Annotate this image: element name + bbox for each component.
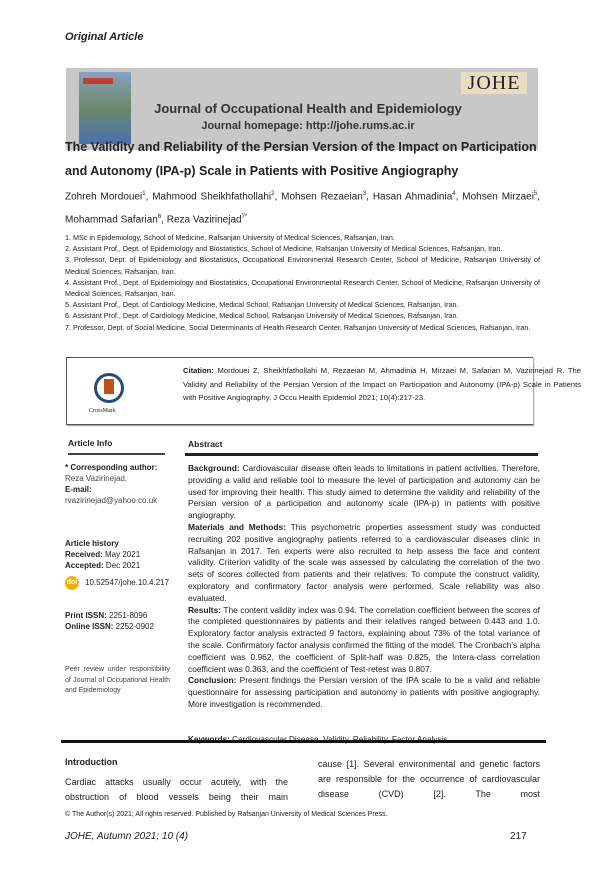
methods-text: This psychometric properties assessment study was conducted recruiting 202 positive angiography patients referred to a cardiovascular diseases clinic in Rafsanjan in 2017. Ten experts were also recruited to help assess the face and content validity. Criterion validity of the scale was assessed by calculating the correlation of the two sets of scores collected from patients and their relatives. To compute the construct validity, exploratory and confirmatory factor analysis were performed. Scale reliability was also evaluated. [188, 521, 540, 603]
background-label: Background: [188, 463, 240, 473]
online-issn: 2252-0902 [113, 622, 154, 631]
article-type-label: Original Article [65, 31, 144, 43]
author: Mohammad Safarian [65, 214, 158, 226]
results-label: Results: [188, 604, 222, 615]
background-text: Cardiovascular disease often leads to limitations in patient activities. Therefore, providing a valid and reliable tool to measure the level of participation and autonomy can be used for improving their health. This study aimed to determine the validity and reliability of the Persian version of a participation and autonomy scale (IPA-p) in patients with positive angiography. [188, 463, 540, 521]
author: Hasan Ahmadinia [372, 191, 453, 203]
affiliation: 7. Professor, Dept. of Social Medicine, Social Determinants of Health Research Center, Rafsanjan University of Medical Sciences, Rafsanjan, Iran. [65, 322, 531, 332]
journal-cover-image [79, 72, 131, 144]
conclusion-text: Present findings the Persian version of the IPA scale to be a valid and reliable questionnaire for assessing participation and autonomy in patients with positive angiography. More investigation is recommended. [188, 675, 540, 709]
author-sup: 4 [452, 191, 456, 197]
citation-box [66, 357, 581, 425]
author: Mohsen Rezaeian [281, 191, 363, 203]
author: Mohsen Mirzaei [462, 191, 534, 203]
affiliation: 5. Assistant Prof., Dept. of Cardiology Medicine, Medical School, Rafsanjan University of Medical Sciences, Rafsanjan, Iran. [65, 300, 459, 310]
journal-issue: JOHE, Autumn 2021; 10 (4) [65, 831, 189, 842]
citation-body: Mordouei Z, Sheikhfathollahi M, Rezaeian M, Ahmadinia H, Mirzaei M, Safarian M, Vazirinejad R. The Validity and Reliability of the Persian Version of the Impact on Participation and Autonomy (IPA-p) Scale in Patients with Positive Angiography. J Occu Health Epidemiol 2021; 10(4):217-23. [183, 366, 581, 402]
journal-name: Journal of Occupational Health and Epidemiology [154, 101, 462, 116]
print-issn: 2251-8096 [106, 611, 148, 620]
affiliation: 2. Assistant Prof., Dept. of Epidemiology and Biostatistics, School of Medicine, Rafsanjan University of Medical Sciences, Rafsanjan, Iran. [65, 244, 503, 254]
email-label: E-mail: [65, 485, 92, 494]
citation-text [183, 364, 581, 405]
copyright: © The Author(s) 2021; All rights reserved. Published by Rafsanjan University of Medical Sciences Press. [65, 811, 388, 818]
email-link[interactable]: rvazirinejad@yahoo.co.uk [65, 496, 158, 505]
peer-review-note: Peer review under responsibility of Journal of Occupational Health and Epidemiology [65, 666, 170, 695]
johe-logo: JOHE [461, 72, 527, 94]
accepted-date: Dec 2021 [103, 561, 141, 570]
corr-label: * Corresponding author: [65, 463, 158, 472]
author-sup: 2 [271, 191, 275, 197]
article-title: The Validity and Reliability of the Persian Version of the Impact on Participation and Autonomy (IPA-p) Scale in Patients with Positive Angiography [65, 140, 537, 178]
corr-name: Reza Vazirinejad, [65, 474, 128, 483]
affiliation: 1. MSc in Epidemiology, School of Medicine, Rafsanjan University of Medical Sciences, Rafsanjan, Iran. [65, 233, 395, 242]
author: Zohreh Mordouei [65, 191, 143, 203]
affiliation: 4. Assistant Prof., Dept. of Epidemiology and Biostatistics, Occupational Environmental Research Center, School of Medicine, Rafsanjan University of Medical Sciences, Rafsanjan, Iran. [65, 277, 540, 299]
divider [185, 453, 538, 456]
methods-label: Materials and Methods: [188, 521, 286, 532]
intro-column-1: Cardiac attacks usually occur acutely, with the obstruction of blood vessels being their main [65, 777, 288, 802]
author: Mahmood Sheikhfathollahi [152, 191, 272, 203]
intro-column-2: cause [1]. Several environmental and genetic factors are responsible for the occurrence of cardiovascular disease (CVD) [2]. The most [318, 759, 540, 799]
accepted-label: Accepted: [65, 561, 104, 570]
divider [68, 453, 165, 455]
received-label: Received: [65, 550, 103, 559]
introduction-heading: Introduction [65, 757, 118, 767]
abstract-heading: Abstract [188, 439, 223, 449]
conclusion-label: Conclusion: [188, 675, 237, 686]
corresponding-author [65, 462, 170, 506]
page-number: 217 [510, 831, 527, 842]
doi-icon: doi [65, 576, 79, 590]
article-history [65, 538, 170, 571]
print-issn-label: Print ISSN: [65, 611, 107, 620]
doi-row [65, 576, 195, 590]
author-sup: 5 [533, 191, 538, 197]
author-sup: 6 [157, 214, 162, 221]
doi-link[interactable]: 10.52547/johe.10.4.217 [85, 578, 170, 588]
history-label: Article history [65, 539, 119, 548]
author-list: Zohreh Mordouei$^1$, Mahmood Sheikhfathollahi$^2$, Mohsen Rezaeian$^3$, Hasan Ahmadinia$^4$, Mohsen Mirzaei$^5$, Mohammad Safarian$^6$, Reza Vazirinejad$^{7*}$ [65, 191, 541, 226]
author-sup: 7* [241, 214, 248, 221]
affiliation: 6. Assistant Prof., Dept. of Cardiology Medicine, Medical School, Rafsanjan University of Medical Sciences, Rafsanjan, Iran. [65, 311, 459, 321]
author-sup: 3 [362, 191, 367, 197]
affiliation: 3. Professor, Dept. of Epidemiology and Biostatistics, Occupational Environmental Research Center, School of Medicine, Rafsanjan University of Medical Sciences, Rafsanjan, Iran. [65, 255, 540, 276]
results-text: The content validity index was 0.94. The correlation coefficient between the scores of the completed questionnaires by patients and their relatives ranged between 0.443 and 1.0. Exploratory factor analysis extracted 9 factors, explaining about 73% of the total variance of the scale. Confirmatory factor analysis confirmed the fitting of the model. The Cronbach's alpha coefficient was 0.962, the coefficient of Split-half was 0.825, the Intera-class correlation coefficient was 0.363, and the coefficient of Test-retest was 0.807. [188, 604, 540, 674]
crossmark-label: CrossMark [89, 408, 116, 414]
affiliations [65, 232, 540, 333]
journal-homepage[interactable]: Journal homepage: http://johe.rums.ac.ir [201, 120, 415, 132]
received-date: May 2021 [102, 550, 141, 559]
crossmark-icon[interactable] [94, 373, 124, 403]
abstract-body [188, 463, 540, 711]
citation-label: Citation: [183, 366, 214, 375]
author-sup: 1 [142, 191, 146, 197]
article-info-heading: Article Info [68, 438, 113, 448]
divider [61, 740, 546, 743]
online-issn-label: Online ISSN: [65, 622, 114, 631]
issn [65, 610, 170, 632]
author: Reza Vazirinejad [166, 214, 242, 226]
